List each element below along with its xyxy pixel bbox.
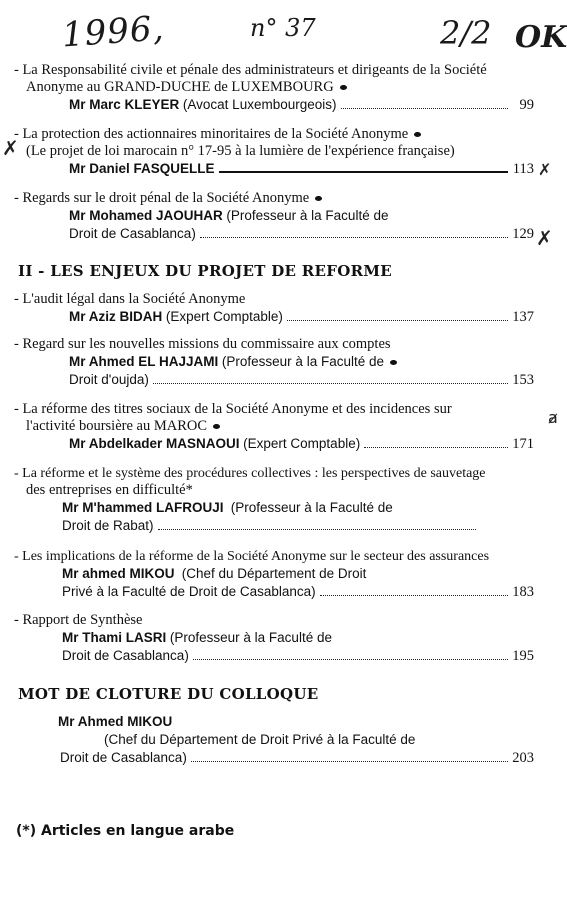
toc-entry [14,713,534,767]
margin-check-mark: ✗ [538,160,552,179]
closing-heading: MOT DE CLOTURE DU COLLOQUE [18,685,319,703]
toc-entry [14,291,534,326]
toc-entry [14,190,534,243]
dot-leader [200,236,508,238]
entry-role-line2: Privé à la Faculté de Droit de Casablanca) [62,584,316,599]
entry-role: (Expert Comptable) [243,436,361,451]
entry-page: 203 [512,750,534,766]
dot-leader [191,760,508,762]
entry-role-line2: Droit de Casablanca) [69,226,196,241]
margin-check-mark: ⱥ [548,408,558,427]
entry-role-line2: Droit de Rabat) [62,518,154,533]
entry-author: Mr Ahmed EL HAJJAMI [69,354,219,369]
section-heading: II - LES ENJEUX DU PROJET DE REFORME [18,262,392,280]
entry-page: 195 [512,648,534,664]
dot-leader [341,107,509,109]
entry-page: 137 [512,309,534,325]
handwritten-ok: OK [515,20,567,55]
entry-title-line: - La protection des actionnaires minoritaires de la Société Anonyme [14,126,409,142]
entry-role-line2: Droit d'oujda) [69,372,149,387]
dot-leader [364,446,508,448]
entry-page: 129 [512,226,534,242]
toc-entry [14,126,534,178]
entry-author: Mr Mohamed JAOUHAR [69,208,223,223]
toc-entry [14,62,534,114]
entry-author: Mr ahmed MIKOU [62,566,175,581]
entry-role: (Professeur à la Faculté de [221,354,384,369]
toc-entry [14,548,534,601]
handwritten-part: 2/2 [440,14,492,52]
entry-title-line: - Les implications de la réforme de la Société Anonyme sur le secteur des assurances [14,549,490,564]
margin-check-mark: ✗ [2,136,19,160]
ink-dot [414,132,421,137]
entry-role: (Professeur à la Faculté de [226,208,389,223]
entry-role: (Professeur à la Faculté de [169,630,332,645]
toc-entry [14,465,534,534]
entry-author: Mr Abdelkader MASNAOUI [69,436,240,451]
entry-title-line: (Le projet de loi marocain n° 17-95 à la lumière de l'expérience française) [26,143,455,159]
entry-title-line: - Regard sur les nouvelles missions du commissaire aux comptes [14,336,391,352]
margin-check-mark: ✗ [536,226,553,250]
entry-author: Mr Aziz BIDAH [69,309,163,324]
dot-leader [158,528,476,530]
entry-page: 99 [519,97,534,113]
entry-page: 153 [512,372,534,388]
entry-page: 171 [512,436,534,452]
entry-title-line: - Regards sur le droit pénal de la Société Anonyme [14,190,310,206]
dot-leader [153,382,508,384]
toc-entry [14,612,534,665]
ink-dot [213,424,220,429]
entry-title-line: Anonyme au GRAND-DUCHE de LUXEMBOURG [26,79,334,95]
entry-author: Mr Marc KLEYER [69,97,180,112]
entry-title-line: - Rapport de Synthèse [14,612,143,628]
footnote: (*) Articles en langue arabe [16,823,235,839]
dot-leader [193,658,508,660]
handwritten-number: n° 37 [250,14,316,42]
entry-title-line: - L'audit légal dans la Société Anonyme [14,291,246,307]
entry-role: (Avocat Luxembourgeois) [182,97,337,112]
entry-title-line: des entreprises en difficulté* [26,482,193,498]
entry-title-line: l'activité boursière au MAROC [26,418,208,434]
ink-dot [340,85,347,90]
dot-leader [219,170,508,173]
entry-role: (Chef du Département de Droit Privé à la Faculté de [104,732,416,747]
entry-title-line: - La réforme des titres sociaux de la Société Anonyme et des incidences sur [14,401,452,417]
entry-author: Mr Ahmed MIKOU [58,714,173,729]
entry-role: (Professeur à la Faculté de [230,500,393,515]
entry-title-line: - La Responsabilité civile et pénale des administrateurs et dirigeants de la Société [14,62,487,78]
ink-dot [390,360,397,365]
dot-leader [320,594,508,596]
entry-role: (Chef du Département de Droit [181,566,367,581]
entry-role: (Expert Comptable) [165,309,283,324]
entry-author: Mr Thami LASRI [62,630,167,645]
entry-title-line: - La réforme et le système des procédures collectives : les perspectives de sauvetage [14,466,486,481]
entry-page: 113 [512,161,534,177]
toc-entry [14,401,534,453]
entry-page: 183 [512,584,534,600]
dot-leader [287,319,508,321]
entry-role-line2: Droit de Casablanca) [62,648,189,663]
entry-role-line2: Droit de Casablanca) [60,750,187,765]
entry-author: Mr Daniel FASQUELLE [69,161,215,176]
entry-author: Mr M'hammed LAFROUJI [62,500,224,515]
handwritten-year: 1996, [60,8,166,56]
ink-dot [315,196,322,201]
toc-entry [14,336,534,389]
